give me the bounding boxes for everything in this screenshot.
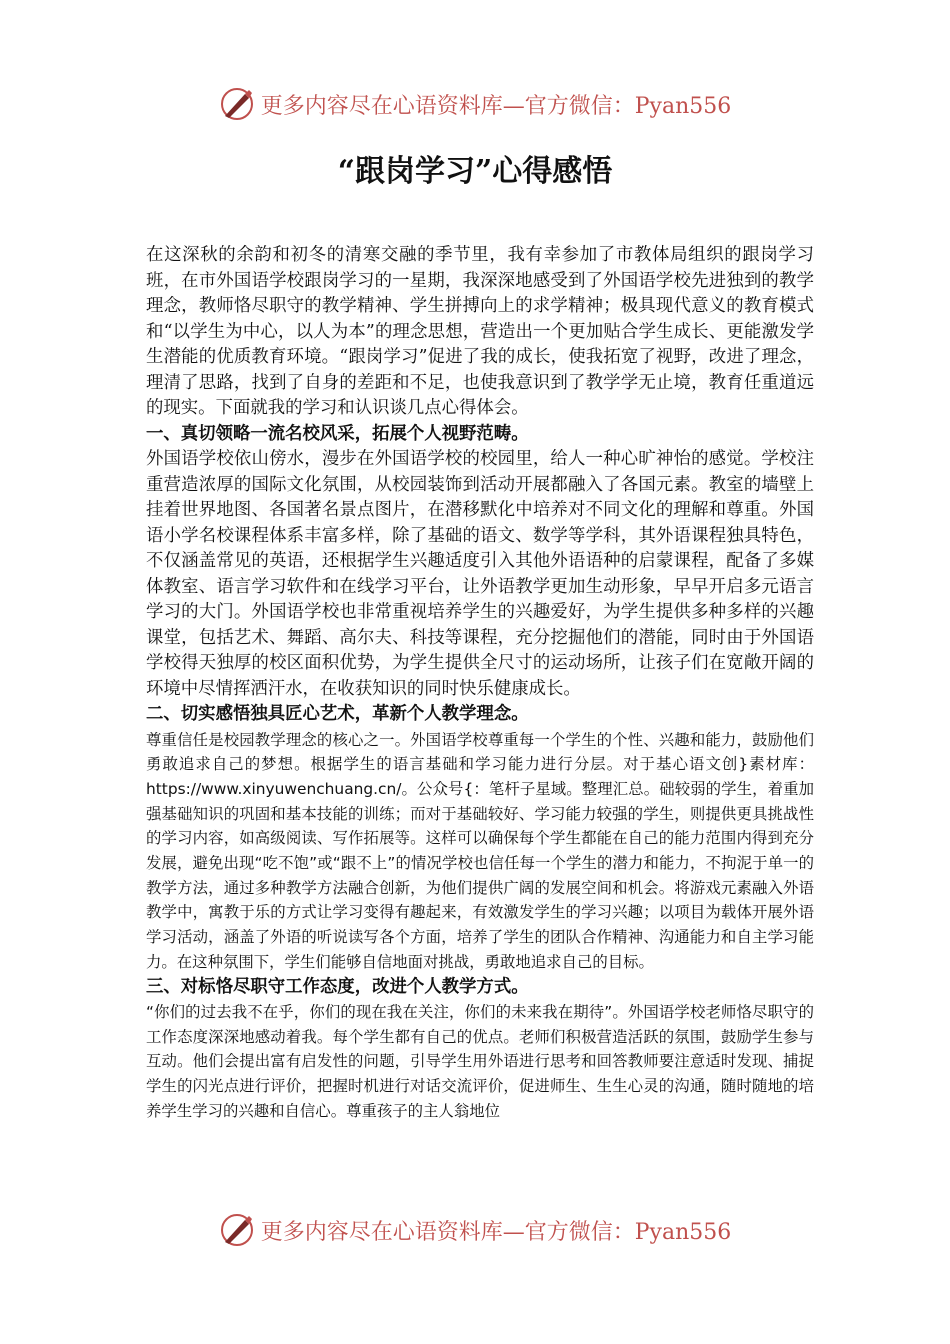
header-watermark-text: 更多内容尽在心语资料库—官方微信：Pyan556 <box>260 93 732 119</box>
header-watermark-banner <box>0 84 950 124</box>
section-1-body: 外国语学校依山傍水，漫步在外国语学校的校园里，给人一种心旷神怡的感觉。学校注重营造浓厚的国际文化氛围，从校园装饰到活动开展都融入了各国元素。教室的墙壁上挂着世界地图、各国著名景点图片，在潜移默化中培养对不同文化的理解和尊重。外国语小学名校课程体系丰富多样，除了基础的语文、数学等学科，其外语课程独具特色，不仅涵盖常见的英语，还根据学生兴趣适度引入其他外语语种的启蒙课程，配备了多媒体教室、语言学习软件和在线学习平台，让外语教学更加生动形象，早早开启多元语言学习的大门。外国语学校也非常重视培养学生的兴趣爱好，为学生提供多种多样的兴趣课堂，包括艺术、舞蹈、高尔夫、科技等课程，充分挖掘他们的潜能，同时由于外国语学校得天独厚的校区面积优势，为学生提供全尺寸的运动场所，让孩子们在宽敞开阔的环境中尽情挥洒汗水，在收获知识的同时快乐健康成长。 <box>146 449 814 699</box>
footer-watermark-banner <box>0 1210 950 1250</box>
page-title: “跟岗学习”心得感悟 <box>337 154 613 189</box>
section-3-heading: 三、对标恪尽职守工作态度，改进个人教学方式。 <box>146 976 529 997</box>
section-2-body: 尊重信任是校园教学理念的核心之一。外国语学校尊重每一个学生的个性、兴趣和能力，鼓励他们勇敢追求自己的梦想。根据学生的语言基础和学习能力进行分层。对于基心语文创}素材库：https://www.xinyuwenchuang.cn/。公众号{：笔杆子星域。整理汇总。础较弱的学生，着重加强基础知识的巩固和基本技能的训练；而对于基础较好、学习能力较强的学生，则提供更具挑战性的学习内容，如高级阅读、写作拓展等。这样可以确保每个学生都能在自己的能力范围内得到充分发展，避免出现“吃不饱”或“跟不上”的情况学校也信任每一个学生的潜力和能力，不拘泥于单一的教学方法，通过多种教学方法融合创新，为他们提供广阔的发展空间和机会。将游戏元素融入外语教学中，寓教于乐的方式让学习变得有趣起来，有效激发学生的学习兴趣；以项目为载体开展外语学习活动，涵盖了外语的听说读写各个方面，培养了学生的团队合作精神、沟通能力和自主学习能力。在这种氛围下，学生们能够自信地面对挑战，勇敢地追求自己的目标。 <box>146 730 814 971</box>
footer-watermark-text: 更多内容尽在心语资料库—官方微信：Pyan556 <box>260 1219 732 1245</box>
section-2-heading: 二、切实感悟独具匠心艺术，革新个人教学理念。 <box>146 704 529 724</box>
section-3-body: “你们的过去我不在乎，你们的现在我在关注，你们的未来我在期待”。外国语学校老师恪尽职守的工作态度深深地感动着我。每个学生都有自己的优点。老师们积极营造活跃的氛围，鼓励学生参与互动。他们会提出富有启发性的问题，引导学生用外语进行思考和回答教师要注意适时发现、捕捉学生的闪光点进行评价，把握时机进行对话交流评价，促进师生、生生心灵的沟通，随时随地的培养学生学习的兴趣和自信心。尊重孩子的主人翁地位 <box>146 1003 814 1120</box>
section-1-heading: 一、真切领略一流名校风采，拓展个人视野范畴。 <box>146 423 529 444</box>
pen-logo-icon <box>219 1212 255 1248</box>
pen-logo-icon <box>219 86 255 122</box>
intro-paragraph: 在这深秋的余韵和初冬的清寒交融的季节里，我有幸参加了市教体局组织的跟岗学习班，在市外国语学校跟岗学习的一星期，我深深地感受到了外国语学校先进独到的教学理念，教师恪尽职守的教学精神、学生拼搏向上的求学精神；极具现代意义的教育模式和“以学生为中心，以人为本”的理念思想，营造出一个更加贴合学生成长、更能激发学生潜能的优质教育环境。“跟岗学习”促进了我的成长，使我拓宽了视野，改进了理念，理清了思路，找到了自身的差距和不足，也使我意识到了教学学无止境，教育任重道远的现实。下面就我的学习和认识谈几点心得体会。 <box>146 245 814 418</box>
article-body <box>146 243 814 1124</box>
